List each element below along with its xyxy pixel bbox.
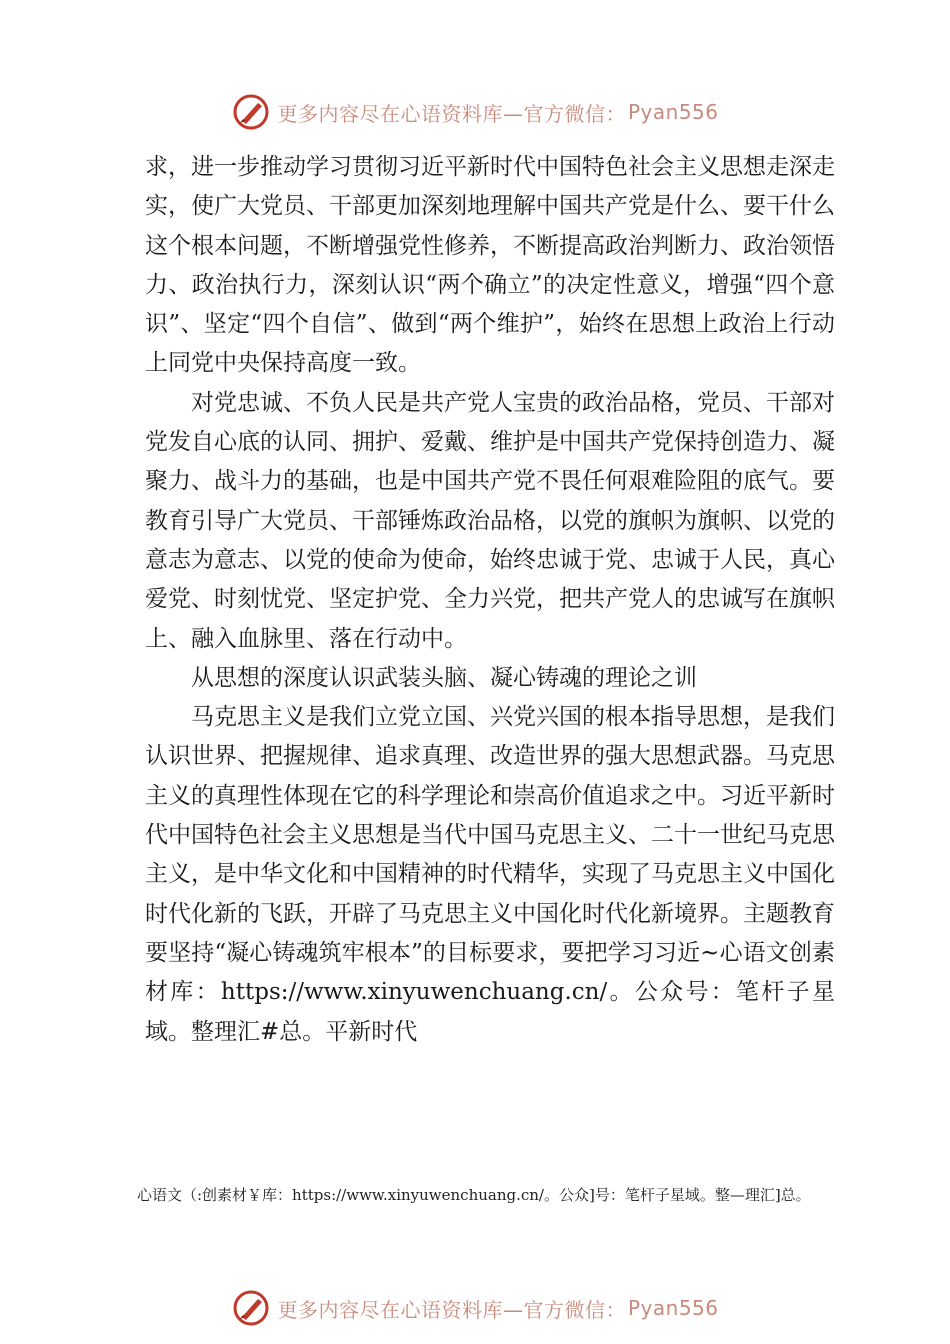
red-seal-pen-logo-icon [231, 1288, 271, 1328]
document-body [145, 148, 835, 1052]
paragraph-1: 求，进一步推动学习贯彻习近平新时代中国特色社会主义思想走深走实，使广大党员、干部更加深刻地理解中国共产党是什么、要干什么这个根本问题，不断增强党性修养，不断提高政治判断力、政治领悟力、政治执行力，深刻认识“两个确立”的决定性意义，增强“四个意识”、坚定“四个自信”、做到“两个维护”，始终在思想上政治上行动上同党中央保持高度一致。 [145, 154, 835, 377]
header-banner [0, 90, 950, 134]
footnote: 心语文（:创素材￥库：https://www.xinyuwenchuang.cn/。公众]号：笔杆子星域。整—理汇]总。 [137, 1186, 811, 1204]
banner-text: 更多内容尽在心语资料库—官方微信： [277, 101, 626, 126]
banner-text: 更多内容尽在心语资料库—官方微信： [277, 1297, 626, 1322]
paragraph-2: 对党忠诚、不负人民是共产党人宝贵的政治品格，党员、干部对党发自心底的认同、拥护、爱戴、维护是中国共产党保持创造力、凝聚力、战斗力的基础，也是中国共产党不畏任何艰难险阻的底气。要教育引导广大党员、干部锤炼政治品格，以党的旗帜为旗帜、以党的意志为意志、以党的使命为使命，始终忠诚于党、忠诚于人民，真心爱党、时刻忧党、坚定护党、全力兴党，把共产党人的忠诚写在旗帜上、融入血脉里、落在行动中。 [145, 389, 835, 652]
red-seal-pen-logo-icon [231, 92, 271, 132]
section-heading: 从思想的深度认识武装头脑、凝心铸魂的理论之训 [191, 664, 697, 691]
banner-wechat-id: Pyan556 [627, 100, 719, 124]
paragraph-3: 马克思主义是我们立党立国、兴党兴国的根本指导思想，是我们认识世界、把握规律、追求真理、改造世界的强大思想武器。马克思主义的真理性体现在它的科学理论和崇高价值追求之中。习近平新时代中国特色社会主义思想是当代中国马克思主义、二十一世纪马克思主义，是中华文化和中国精神的时代精华，实现了马克思主义中国化时代化新的飞跃，开辟了马克思主义中国化时代化新境界。主题教育要坚持“凝心铸魂筑牢根本”的目标要求，要把学习习近~心语文创素材库：https://www.xinyuwenchuang.cn/。公众号：笔杆子星域。整理汇#总。平新时代 [145, 704, 835, 1045]
footer-banner [0, 1286, 950, 1330]
banner-wechat-id: Pyan556 [627, 1296, 719, 1320]
